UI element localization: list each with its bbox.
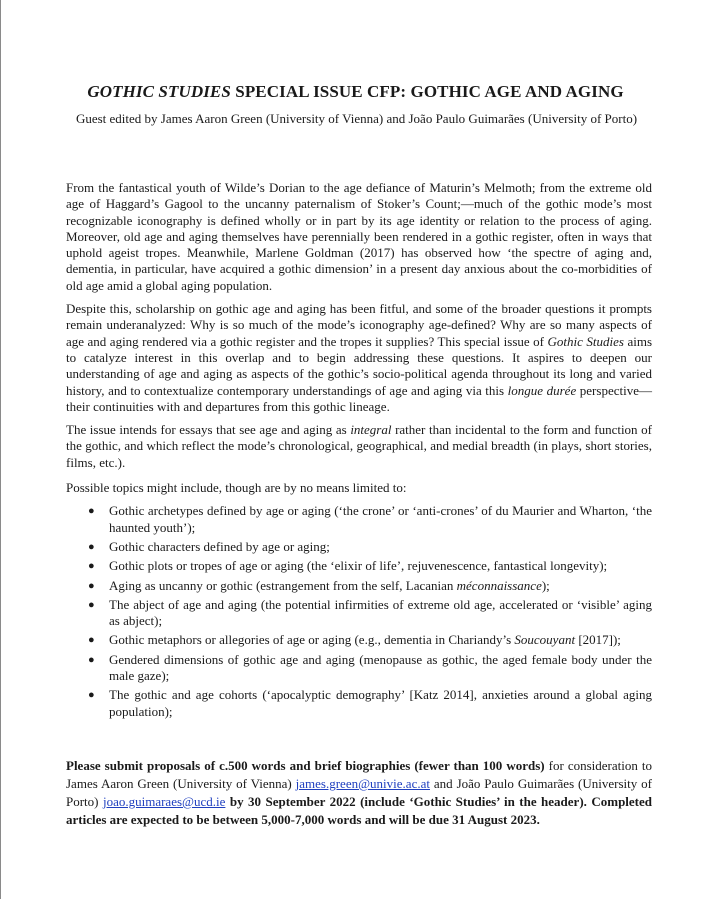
topics-intro: Possible topics might include, though are by no means limited to: [66, 480, 407, 496]
paragraph-2 [66, 301, 652, 415]
list-item [66, 539, 652, 555]
submission-text-2: and João Paulo Guimarães (University of Porto) [66, 776, 652, 809]
paragraph-3-text-b: rather than incidental to the form and function of the gothic, and which reflect the mode’s chronological, geographical, and medial breadth (in plays, short stories, films, etc.). [66, 422, 652, 470]
list-item-text-end: [2017]); [575, 632, 621, 648]
list-item [66, 652, 652, 685]
email-link-guimaraes[interactable]: joao.guimaraes@ucd.ie [102, 794, 226, 809]
paragraph-2-text-b: aims to catalyze interest in this overlap and to begin addressing these questions. It aspires to deepen our understanding of age and aging as aspects of the gothic’s socio-political agenda throughout its long and varied history, and to contextualize contemporary understandings of age and aging via this [66, 333, 652, 398]
bullet-icon: ● [88, 579, 95, 592]
list-item-text-end: ); [541, 577, 550, 593]
submission-text-1: for consideration to James Aaron Green (University of Vienna) [66, 758, 652, 791]
list-item-text: Gothic plots or tropes of age or aging (the ‘elixir of life’, rejuvenescence, fantastical longevity); [109, 558, 608, 574]
bullet-icon: ● [88, 598, 95, 611]
bullet-icon: ● [88, 634, 95, 647]
title-rest: SPECIAL ISSUE CFP: GOTHIC AGE AND AGING [230, 82, 624, 101]
list-item-text: Aging as uncanny or gothic (estrangement from the self, Lacanian [109, 577, 457, 593]
bullet-icon: ● [88, 653, 95, 666]
bullet-icon: ● [88, 560, 95, 573]
longue-duree-italic: longue durée [507, 382, 577, 398]
guest-editors: Guest edited by James Aaron Green (University of Vienna) and João Paulo Guimarães (University of Porto) [75, 111, 638, 126]
submission-bold-deadline: by 30 September 2022 (include ‘Gothic Studies’ in the header). Completed articles are expected to be between 5,000-7,000 words and will be due 31 August 2023. [66, 794, 653, 827]
bullet-icon: ● [88, 689, 95, 702]
list-item [66, 503, 652, 536]
paragraph-2-text-a: Despite this, scholarship on gothic age and aging has been fitful, and some of the broader questions it prompts remain underanalyzed: Why is so much of the mode’s iconography age-defined? Why are so many aspects of age and aging rendered via a gothic register and the tropes it supplies? This special issue of [66, 301, 652, 349]
list-item-text: The abject of age and aging (the potential infirmities of extreme old age, accelerated or ‘visible’ aging as abject); [109, 596, 652, 629]
list-item [66, 578, 652, 594]
list-item [66, 687, 652, 720]
integral-italic: integral [350, 422, 392, 438]
list-item [66, 632, 652, 648]
paragraph-1: From the fantastical youth of Wilde’s Dorian to the age defiance of Maturin’s Melmoth; from the extreme old age of Haggard’s Gagool to the uncanny paternalism of Stoker’s Count;—much of the gothic mode’s most recognizable iconography is defined wholly or in part by its age identity or relation to the process of aging. Moreover, old age and aging themselves have perennially been rendered in a gothic register, often in ways that uphold ageist tropes. Meanwhile, Marlene Goldman (2017) has observed how ‘the spectre of aging and, dementia, in particular, have acquired a gothic dimension’ in a present day anxious about the co-morbidities of old age amid a global aging population. [66, 180, 652, 293]
bullet-icon: ● [88, 505, 95, 518]
submission-bold-lead: Please submit proposals of c.500 words and brief biographies (fewer than 100 words) [66, 758, 545, 773]
email-link-green[interactable]: james.green@univie.ac.at [295, 776, 430, 791]
list-item-text: The gothic and age cohorts (‘apocalyptic demography’ [Katz 2014], anxieties around a global aging population); [109, 687, 652, 719]
paragraph-2-text-c: perspective—their continuities with and departures from this gothic lineage. [66, 382, 652, 414]
meconnaissance-italic: méconnaissance [456, 577, 542, 593]
submission-info [66, 757, 652, 829]
journal-name-italic: Gothic Studies [547, 333, 624, 349]
soucouyant-italic: Soucouyant [514, 632, 576, 648]
bullet-icon: ● [88, 540, 95, 553]
journal-title: GOTHIC STUDIES [87, 82, 231, 101]
paragraph-3-text-a: The issue intends for essays that see age and aging as [66, 422, 351, 438]
list-item-text: Gothic characters defined by age or aging; [109, 538, 330, 554]
list-item-text: Gothic metaphors or allegories of age or aging (e.g., dementia in Chariandy’s [109, 632, 515, 648]
topics-list [66, 503, 652, 720]
list-item [66, 597, 652, 630]
body-text [66, 180, 652, 723]
list-item-text: Gothic archetypes defined by age or aging (‘the crone’ or ‘anti-crones’ of du Maurier and Wharton, ‘the haunted youth’); [109, 503, 652, 535]
list-item-text: Gendered dimensions of gothic age and aging (menopause as gothic, the aged female body under the male gaze); [109, 651, 652, 684]
page-title [1, 82, 710, 102]
list-item [66, 558, 652, 574]
paragraph-3 [66, 422, 652, 471]
